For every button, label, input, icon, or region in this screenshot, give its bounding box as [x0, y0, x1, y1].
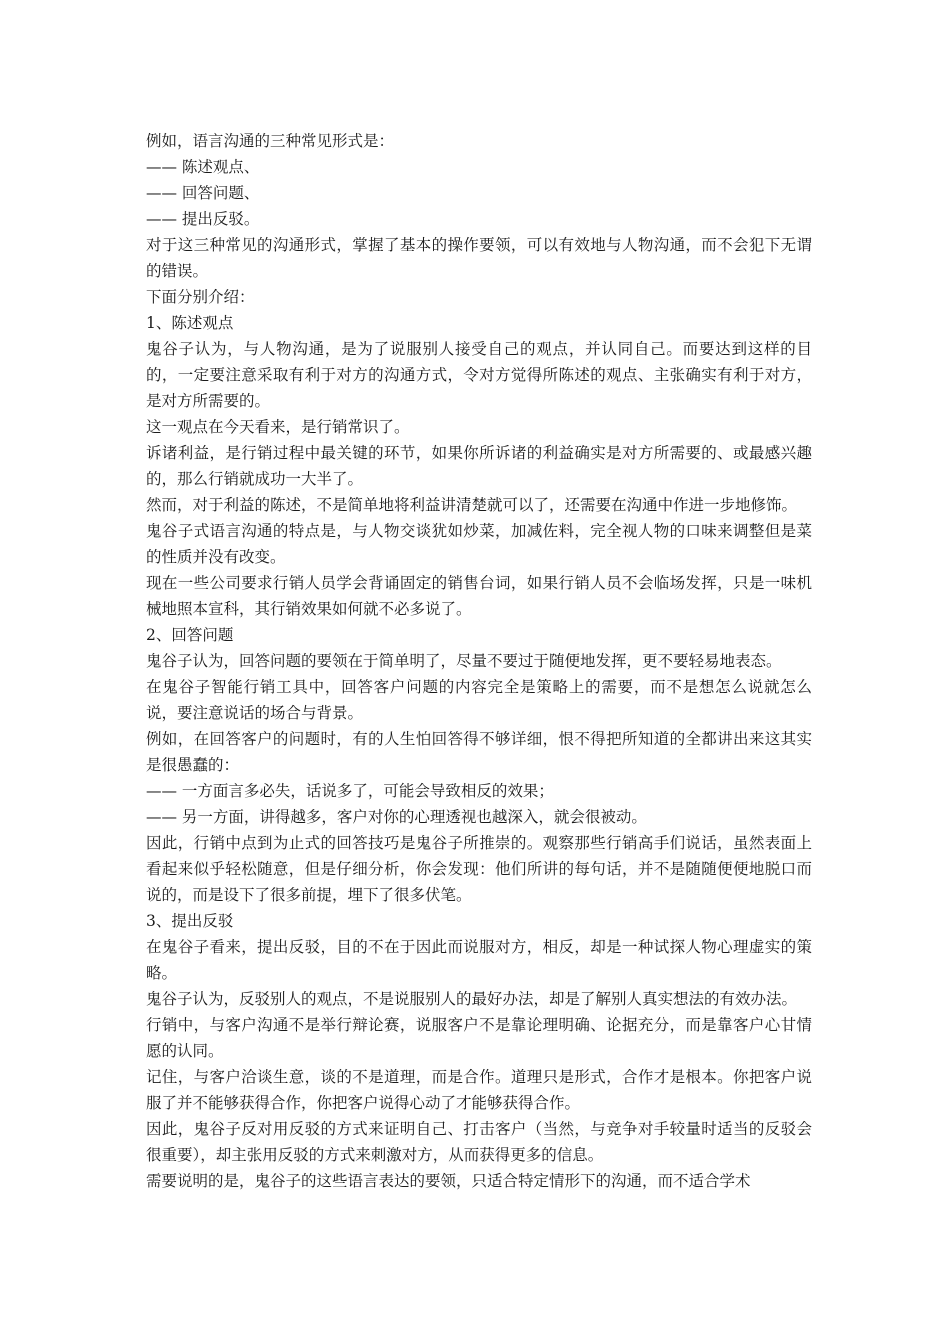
paragraph: 现在一些公司要求行销人员学会背诵固定的销售台词，如果行销人员不会临场发挥，只是一味机械地照本宣科，其行销效果如何就不必多说了。: [146, 574, 812, 618]
paragraph: 对于这三种常见的沟通形式，掌握了基本的操作要领，可以有效地与人物沟通，而不会犯下无谓的错误。: [146, 236, 812, 280]
paragraph: 例如，语言沟通的三种常见形式是：: [146, 132, 395, 150]
paragraph: 因此，行销中点到为止式的回答技巧是鬼谷子所推崇的。观察那些行销高手们说话，虽然表面上看起来似乎轻松随意，但是仔细分析，你会发现：他们所讲的每句话，并不是随随便便地脱口而说的，而是设下了很多前提，埋下了很多伏笔。: [146, 834, 812, 904]
paragraph: 因此，鬼谷子反对用反驳的方式来证明自己、打击客户（当然，与竞争对手较量时适当的反驳会很重要），却主张用反驳的方式来刺激对方，从而获得更多的信息。: [146, 1120, 812, 1164]
list-item: —— 回答问题、: [146, 184, 260, 202]
paragraph: 鬼谷子认为，反驳别人的观点，不是说服别人的最好办法，却是了解别人真实想法的有效办法。: [146, 990, 798, 1008]
section-heading: 1、陈述观点: [146, 314, 234, 332]
document-body: [146, 128, 812, 1194]
paragraph: 行销中，与客户沟通不是举行辩论赛，说服客户不是靠论理明确、论据充分，而是靠客户心甘情愿的认同。: [146, 1016, 812, 1060]
paragraph: 鬼谷子认为，与人物沟通，是为了说服别人接受自己的观点，并认同自己。而要达到这样的目的，一定要注意采取有利于对方的沟通方式，令对方觉得所陈述的观点、主张确实有利于对方，是对方所需要的。: [146, 340, 812, 410]
paragraph: 诉诸利益，是行销过程中最关键的环节，如果你所诉诸的利益确实是对方所需要的、或最感兴趣的，那么行销就成功一大半了。: [146, 444, 812, 488]
paragraph: 需要说明的是，鬼谷子的这些语言表达的要领，只适合特定情形下的沟通，而不适合学术: [146, 1172, 751, 1190]
list-item: —— 一方面言多必失，话说多了，可能会导致相反的效果；: [146, 782, 554, 800]
paragraph: 下面分别介绍：: [146, 288, 255, 306]
paragraph: 例如，在回答客户的问题时，有的人生怕回答得不够详细，恨不得把所知道的全都讲出来这其实是很愚蠢的：: [146, 730, 812, 774]
paragraph: 鬼谷子认为，回答问题的要领在于简单明了，尽量不要过于随便地发挥，更不要轻易地表态。: [146, 652, 782, 670]
section-heading: 2、回答问题: [146, 626, 234, 644]
list-item: —— 提出反驳。: [146, 210, 260, 228]
paragraph: 然而，对于利益的陈述，不是简单地将利益讲清楚就可以了，还需要在沟通中作进一步地修饰。: [146, 496, 798, 514]
paragraph: 鬼谷子式语言沟通的特点是，与人物交谈犹如炒菜，加减佐料，完全视人物的口味来调整但是菜的性质并没有改变。: [146, 522, 812, 566]
paragraph: 记住，与客户洽谈生意，谈的不是道理，而是合作。道理只是形式，合作才是根本。你把客户说服了并不能够获得合作，你把客户说得心动了才能够获得合作。: [146, 1068, 812, 1112]
list-item: —— 陈述观点、: [146, 158, 260, 176]
paragraph: 在鬼谷子看来，提出反驳，目的不在于因此而说服对方，相反，却是一种试探人物心理虚实的策略。: [146, 938, 812, 982]
paragraph: 在鬼谷子智能行销工具中，回答客户问题的内容完全是策略上的需要，而不是想怎么说就怎么说，要注意说话的场合与背景。: [146, 678, 812, 722]
section-heading: 3、提出反驳: [146, 912, 234, 930]
paragraph: 这一观点在今天看来，是行销常识了。: [146, 418, 410, 436]
list-item: —— 另一方面，讲得越多，客户对你的心理透视也越深入，就会很被动。: [146, 808, 647, 826]
